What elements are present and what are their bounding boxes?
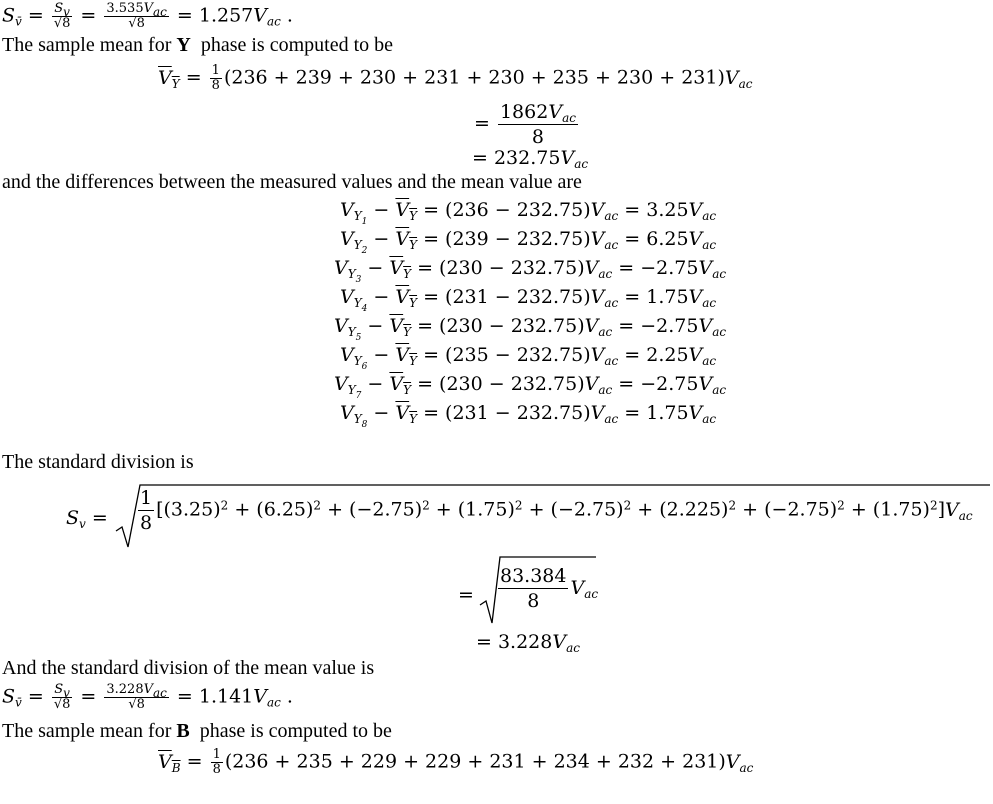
paragraph-b-phase: The sample mean for B phase is computed to be (2, 720, 392, 742)
sd-lhs: $S_v$ = (66, 507, 108, 531)
sd-value: = $3.228V_{ac}$ (476, 631, 580, 655)
mean-b-equation: $V_B$ = $\frac{1}{8}$ $(236 + 235 + 229 + 229 + 231 + 234 + 232 + 231)V_{ac}$ (158, 747, 754, 777)
mean-y-fraction: = $\frac{1862V_{ac}}{8}$ (474, 101, 576, 148)
difference-row: $V_{Y_7} - V_Y = (230 - 232.75)V_{ac} = -2.75V_{ac}$ (334, 373, 727, 401)
sd-eq-sign: = (458, 584, 474, 606)
paragraph-std-division: The standard division is (2, 451, 194, 473)
difference-row: $V_{Y_1} - V_Y = (236 - 232.75)V_{ac} = 3.25V_{ac}$ (340, 199, 717, 227)
difference-row: $V_{Y_8} - V_Y = (231 - 232.75)V_{ac} = 1.75V_{ac}$ (340, 402, 717, 430)
paragraph-differences: and the differences between the measured values and the mean value are (2, 171, 582, 193)
paragraph-y-phase: The sample mean for Y phase is computed to be (2, 34, 394, 56)
difference-row: $V_{Y_4} - V_Y = (231 - 232.75)V_{ac} = 1.75V_{ac}$ (340, 286, 717, 314)
difference-row: $V_{Y_3} - V_Y = (230 - 232.75)V_{ac} = -2.75V_{ac}$ (334, 257, 727, 285)
paragraph-std-mean: And the standard division of the mean value is (2, 657, 375, 679)
difference-row: $V_{Y_2} - V_Y = (239 - 232.75)V_{ac} = 6.25V_{ac}$ (340, 228, 717, 256)
sd-fraction: $\frac{83.384}{8}$ $V_{ac}$ (500, 565, 599, 612)
difference-row: $V_{Y_6} - V_Y = (235 - 232.75)V_{ac} = 2.25V_{ac}$ (340, 344, 717, 372)
std-mean-line-2: $S_{v̄}$ = $\frac{S_v}{√8}$ = $\frac{3.228V_{ac}}{√8}$ = $1.141V_{ac}$ . (2, 682, 293, 712)
std-mean-line-1: $S_{v̄}$ = $\frac{S_v}{√8}$ = $\frac{3.535V_{ac}}{√8}$ = $1.257V_{ac}$ . (2, 1, 293, 31)
mean-y-value: = $232.75V_{ac}$ (472, 147, 589, 171)
sd-expression: $\frac{1}{8}$ $[(3.25)^2 + (6.25)^2 + (-2.75)^2 + (1.75)^2 + (-2.75)^2 + (2.225)^2 + (-2.75)^2 + (1.75)^2]V_{ac}$ (140, 487, 973, 534)
difference-row: $V_{Y_5} - V_Y = (230 - 232.75)V_{ac} = -2.75V_{ac}$ (334, 315, 727, 343)
mean-y-equation: $V_Y$ = $\frac{1}{8}$ $(236 + 239 + 230 + 231 + 230 + 235 + 230 + 231)V_{ac}$ (158, 63, 753, 93)
